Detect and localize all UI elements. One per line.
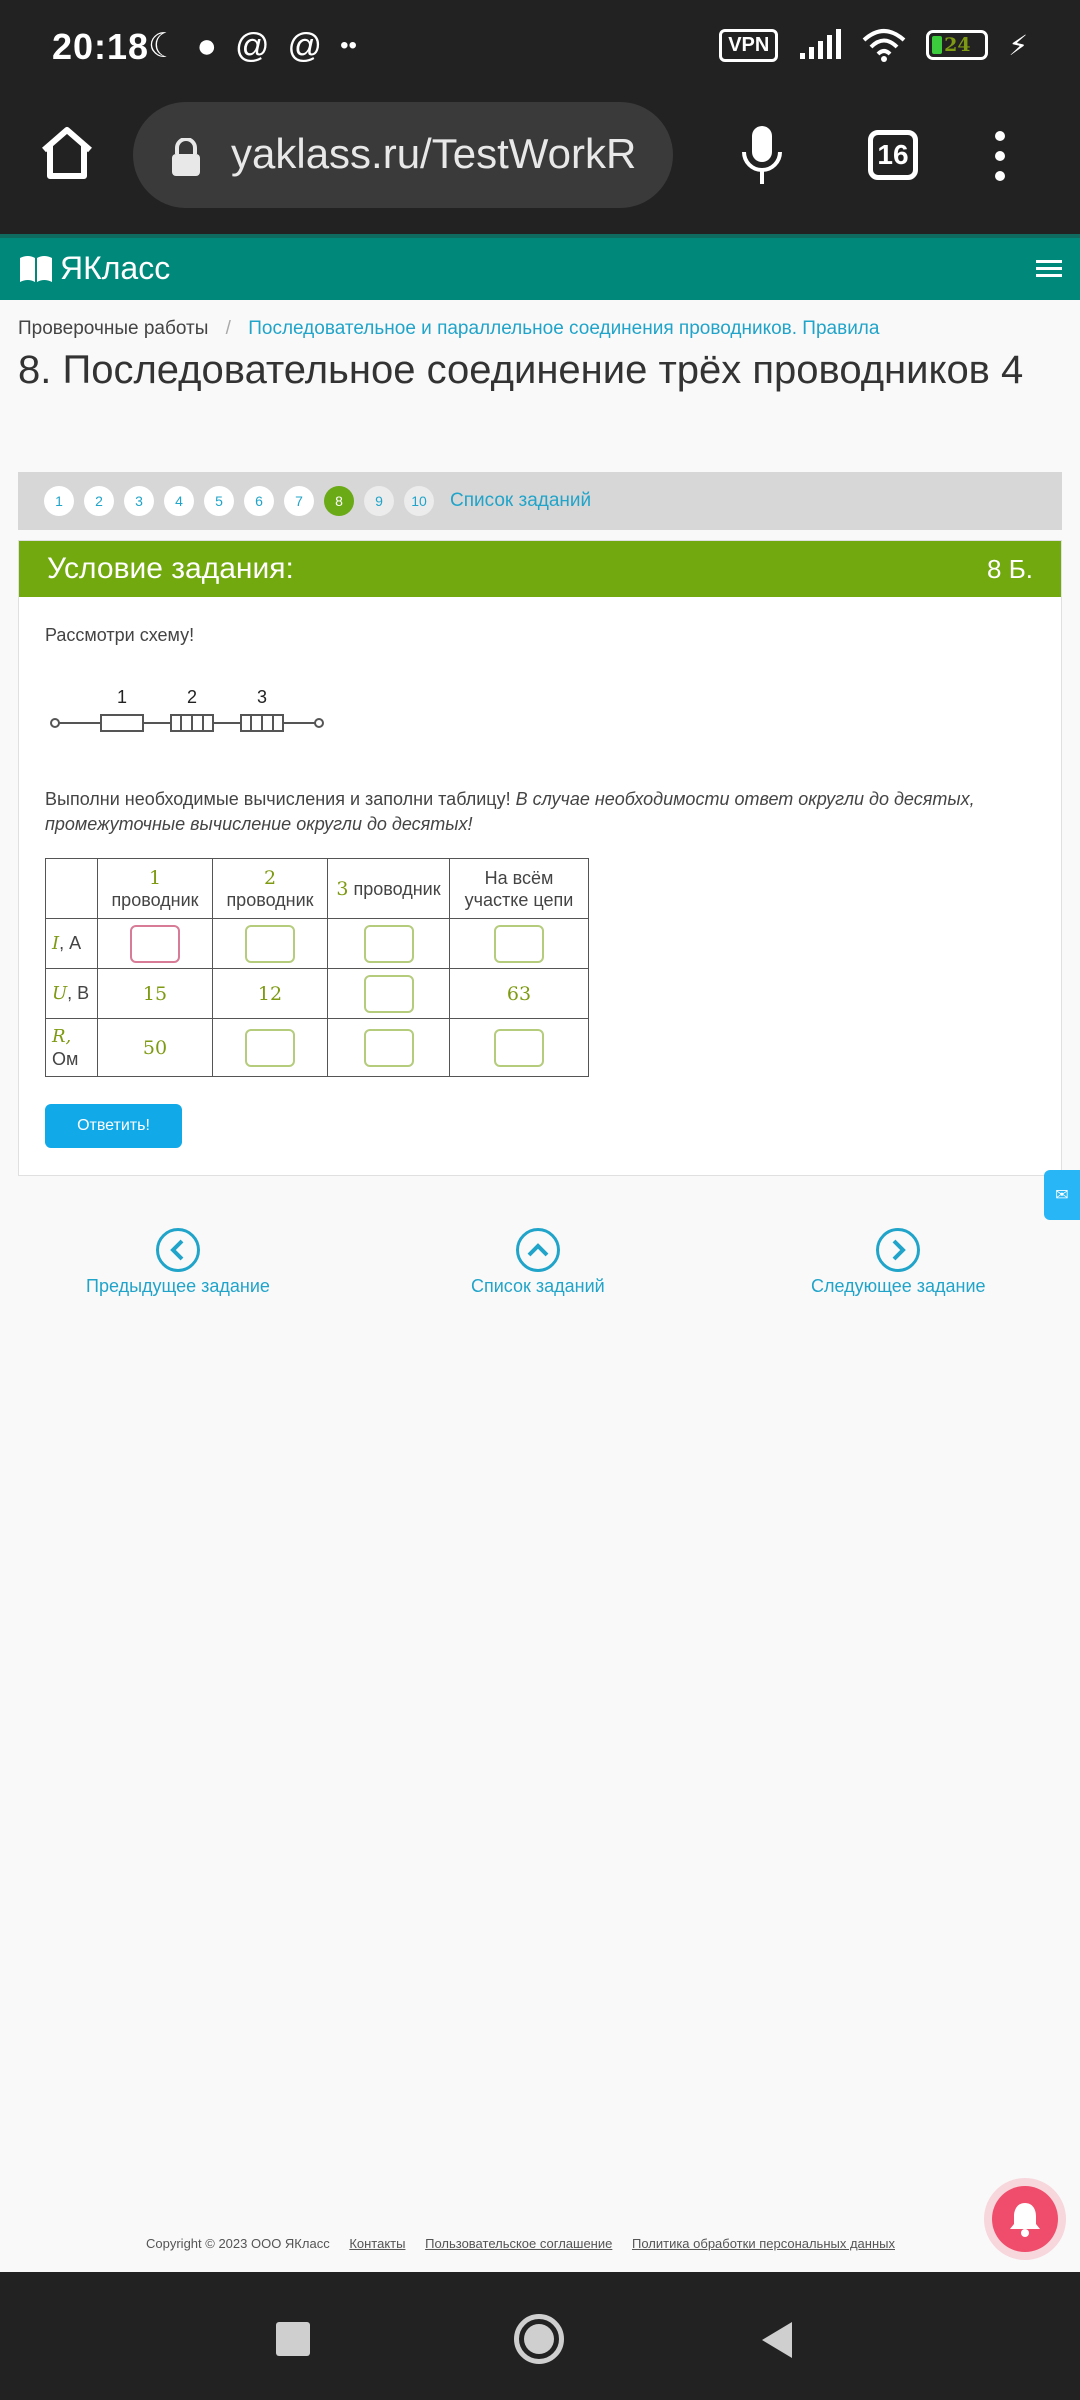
task-list-link[interactable]: Список заданий bbox=[471, 1228, 605, 1297]
breadcrumb-current[interactable]: Последовательное и параллельное соединения проводников. Правила bbox=[248, 318, 880, 339]
wifi-icon bbox=[862, 28, 906, 62]
table-row-current bbox=[46, 919, 589, 969]
at-icon: @ bbox=[287, 26, 323, 65]
schema-label-1: 1 bbox=[116, 687, 128, 707]
resistor-1 bbox=[101, 715, 143, 731]
task-number-4[interactable]: 4 bbox=[164, 486, 194, 516]
submit-answer-button[interactable]: Ответить! bbox=[45, 1104, 182, 1148]
status-right bbox=[719, 28, 1028, 62]
footer-link-contacts[interactable]: Контакты bbox=[349, 2236, 406, 2251]
task-points: 8 Б. bbox=[987, 553, 1033, 584]
browser-toolbar bbox=[0, 96, 1080, 234]
answer-input[interactable] bbox=[245, 1029, 295, 1067]
home-icon[interactable] bbox=[38, 124, 96, 182]
notification-bell-icon[interactable] bbox=[992, 2186, 1058, 2252]
hamburger-menu-icon[interactable] bbox=[1036, 258, 1062, 280]
tab-count-button[interactable]: 16 bbox=[868, 130, 918, 180]
more-dots-icon: •• bbox=[340, 32, 357, 59]
table-header: 2 проводник bbox=[213, 859, 328, 919]
vpn-badge: VPN bbox=[719, 29, 778, 62]
menu-dots-icon[interactable] bbox=[990, 130, 1010, 182]
table-row-voltage bbox=[46, 969, 589, 1019]
table-row-resistance bbox=[46, 1019, 589, 1077]
table-cell: 50 bbox=[98, 1019, 213, 1077]
schema-label-3: 3 bbox=[256, 687, 268, 707]
url-text: yaklass.ru/TestWorkR bbox=[231, 130, 637, 177]
breadcrumb-separator: / bbox=[225, 318, 231, 339]
task-number-7[interactable]: 7 bbox=[284, 486, 314, 516]
recents-button[interactable] bbox=[276, 2322, 310, 2356]
table-header: На всём участке цепи bbox=[450, 859, 589, 919]
page-title: 8. Последовательное соединение трёх проводников 4 bbox=[18, 348, 1024, 392]
table-cell: 15 bbox=[98, 969, 213, 1019]
site-header bbox=[0, 234, 1080, 300]
row-label: R, Ом bbox=[46, 1019, 98, 1077]
address-bar[interactable] bbox=[133, 102, 673, 208]
task-number-2[interactable]: 2 bbox=[84, 486, 114, 516]
task-header-title: Условие задания: bbox=[47, 552, 294, 585]
moon-icon: ☾ bbox=[148, 27, 179, 65]
task-number-9[interactable]: 9 bbox=[364, 486, 394, 516]
answer-input[interactable] bbox=[494, 1029, 544, 1067]
task-card bbox=[18, 540, 1062, 1176]
task-prompt: Рассмотри схему! bbox=[45, 625, 195, 645]
signal-icon bbox=[798, 29, 842, 61]
task-header bbox=[19, 541, 1061, 597]
back-button[interactable] bbox=[760, 2320, 794, 2360]
row-label: U, В bbox=[46, 969, 98, 1019]
table-cell: 12 bbox=[213, 969, 328, 1019]
chevron-right-icon bbox=[876, 1228, 920, 1272]
table-header: 3 проводник bbox=[328, 859, 450, 919]
answer-input[interactable] bbox=[364, 925, 414, 963]
footer-link-privacy[interactable]: Политика обработки персональных данных bbox=[631, 2236, 895, 2251]
breadcrumb-root[interactable]: Проверочные работы bbox=[18, 318, 209, 339]
answer-input[interactable] bbox=[364, 1029, 414, 1067]
system-navigation-bar bbox=[0, 2272, 1080, 2400]
breadcrumb bbox=[18, 318, 879, 340]
status-bar bbox=[0, 0, 1080, 96]
answer-input[interactable] bbox=[130, 925, 180, 963]
feedback-mail-icon[interactable]: ✉ bbox=[1044, 1170, 1080, 1220]
task-instructions: Выполни необходимые вычисления и заполни таблицу! В случае необходимости ответ округли до десятых, промежуточные вычисление округли до десятых! bbox=[45, 789, 975, 834]
task-list-link-top[interactable]: Список заданий bbox=[450, 490, 592, 511]
copyright: Copyright © 2023 ООО ЯКласс bbox=[146, 2236, 330, 2251]
previous-task-link[interactable]: Предыдущее задание bbox=[86, 1228, 270, 1297]
calculation-table bbox=[45, 858, 589, 1077]
footer bbox=[146, 2236, 895, 2251]
microphone-icon[interactable] bbox=[740, 124, 784, 186]
row-label: I, А bbox=[46, 919, 98, 969]
answer-input[interactable] bbox=[364, 975, 414, 1013]
task-number-8[interactable]: 8 bbox=[324, 486, 354, 516]
table-header: 1 проводник bbox=[98, 859, 213, 919]
chevron-up-icon bbox=[516, 1228, 560, 1272]
footer-link-agreement[interactable]: Пользовательское соглашение bbox=[425, 2236, 613, 2251]
charging-icon: ⚡ bbox=[1008, 29, 1028, 61]
book-icon bbox=[18, 254, 54, 284]
chat-icon: ● bbox=[196, 26, 218, 65]
answer-input[interactable] bbox=[245, 925, 295, 963]
task-number-6[interactable]: 6 bbox=[244, 486, 274, 516]
table-cell: 63 bbox=[450, 969, 589, 1019]
at-icon: @ bbox=[235, 26, 270, 65]
status-time: 20:18 bbox=[52, 26, 150, 67]
task-bottom-navigation bbox=[0, 1228, 1080, 1308]
battery-icon: 24 bbox=[926, 30, 988, 60]
task-navigation bbox=[18, 472, 1062, 530]
task-number-10[interactable]: 10 bbox=[404, 486, 434, 516]
home-button[interactable] bbox=[514, 2314, 564, 2364]
status-notifications bbox=[148, 26, 357, 66]
chevron-left-icon bbox=[156, 1228, 200, 1272]
next-task-link[interactable]: Следующее задание bbox=[811, 1228, 986, 1297]
task-number-5[interactable]: 5 bbox=[204, 486, 234, 516]
table-corner bbox=[46, 859, 98, 919]
task-number-1[interactable]: 1 bbox=[44, 486, 74, 516]
schema-label-2: 2 bbox=[186, 687, 198, 707]
answer-input[interactable] bbox=[494, 925, 544, 963]
circuit-diagram bbox=[45, 677, 345, 737]
task-number-3[interactable]: 3 bbox=[124, 486, 154, 516]
lock-icon bbox=[169, 138, 203, 178]
site-logo[interactable]: ЯКласс bbox=[18, 250, 170, 287]
